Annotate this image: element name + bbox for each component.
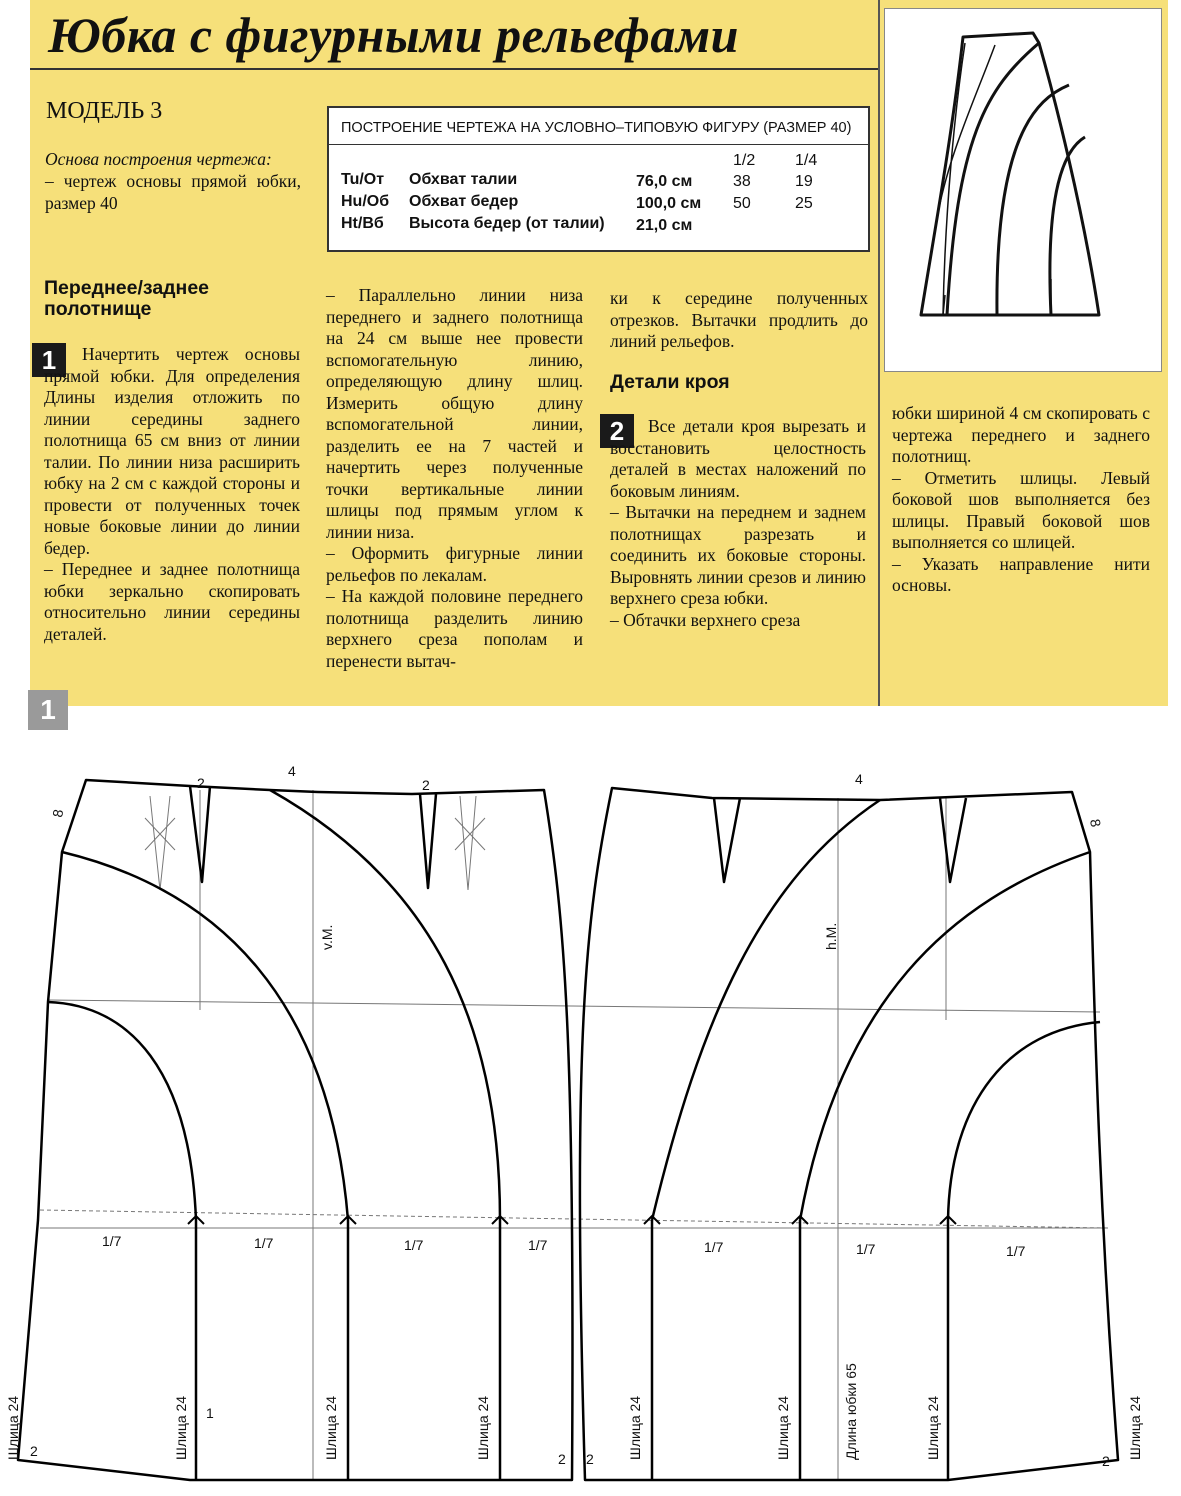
table-caption: ПОСТРОЕНИЕ ЧЕРТЕЖА НА УСЛОВНО–ТИПОВУЮ ФИГУРУ (РАЗМЕР 40) [341, 120, 852, 136]
column-rule [878, 0, 880, 706]
seventh-label: 1/7 [704, 1239, 724, 1255]
pattern-drawing [0, 740, 1181, 1495]
slit-label: Шлица 24 [775, 1395, 791, 1460]
seventh-label: 1/7 [528, 1237, 548, 1253]
marker-label: 1 [206, 1405, 214, 1421]
hem-extension-label: 2 [30, 1443, 38, 1459]
hem-extension-label: 2 [1102, 1453, 1110, 1469]
skirt-length-label: Длина юбки 65 [843, 1363, 859, 1460]
table-row-code: Ht/Вб [341, 215, 384, 232]
figure-number-badge: 1 [28, 690, 68, 730]
page-title: Юбка с фигурными рельефами [48, 7, 739, 63]
basis-block [45, 148, 301, 214]
seventh-label: 1/7 [254, 1235, 274, 1251]
hem-extension-label: 2 [586, 1451, 594, 1467]
table-row-code: Hu/Об [341, 193, 390, 210]
section2-heading: Детали кроя [610, 371, 730, 393]
slit-label: Шлица 24 [475, 1395, 491, 1460]
table-header-quarter: 1/4 [795, 152, 818, 169]
seventh-label: 1/7 [856, 1241, 876, 1257]
basis-label: Основа построения чертежа: [45, 149, 272, 169]
table-row-value: 100,0 см [636, 195, 702, 212]
back-middle-label: h.M. [823, 922, 839, 950]
section2-column4: юбки шириной 4 см скопировать с чертежа переднего и заднего полотнищ. – Отметить шлицы. Левый боковой шов выполняется без шлицы. Правый боковой шов выполняется со шлицей. – Указать направление нити основы. [892, 403, 1150, 595]
seventh-label: 1/7 [1006, 1243, 1026, 1259]
hem-extension-label: 2 [558, 1451, 566, 1467]
title-rule [30, 68, 880, 70]
seventh-label: 1/7 [102, 1233, 122, 1249]
step1-badge: 1 [32, 343, 66, 377]
step2-badge: 2 [600, 414, 634, 448]
table-row-name: Обхват бедер [409, 193, 519, 210]
section1-column2: – Параллельно линии низа переднего и заднего полотнища на 24 см выше нее провести вспомогательную линию, определяющую длину шлиц. Измерить общую длину вспомогательной линии, разделить ее на 7 частей и начертить через полученные точки вертикальные линии шлицы под прямым углом к линии низа. – Оформить фигурные линии рельефов по лекалам. – На каждой половине переднего полотнища разделить линию верхнего среза пополам и перенести вытач- [326, 285, 583, 671]
measurement-table [327, 106, 870, 252]
facing-label: 4 [855, 771, 863, 787]
side-label: 8 [1087, 817, 1105, 829]
front-middle-label: v.M. [319, 924, 335, 950]
slit-label: Шлица 24 [173, 1395, 189, 1460]
side-label: 8 [49, 808, 67, 819]
table-row-quarter: 25 [795, 195, 813, 212]
pattern-drawing-svg [0, 740, 1181, 1490]
basis-text: – чертеж основы прямой юбки, размер 40 [45, 171, 301, 213]
skirt-sketch-svg [885, 9, 1161, 371]
table-header-half: 1/2 [733, 152, 756, 169]
section1-heading: Переднее/заднее полотнище [44, 277, 210, 320]
section2-column3: Все детали кроя вырезать и восстановить целостность деталей в местах наложений по боковым линиям. – Вытачки на переднем и заднем полотнищах разрезать и соединить их боковые стороны. Выровнять линии срезов и линию верхнего среза юбки. – Обтачки верхнего среза [610, 416, 866, 630]
table-row-name: Высота бедер (от талии) [409, 215, 605, 232]
table-row-value: 21,0 см [636, 217, 693, 234]
skirt-sketch [884, 8, 1162, 372]
table-row-half: 50 [733, 195, 751, 212]
slit-label: Шлица 24 [5, 1395, 21, 1460]
model-label: МОДЕЛЬ 3 [46, 98, 163, 124]
dart-width-label: 2 [422, 777, 430, 793]
slit-label: Шлица 24 [323, 1395, 339, 1460]
table-row-quarter: 19 [795, 173, 813, 190]
table-row-name: Обхват талии [409, 171, 518, 188]
seventh-label: 1/7 [404, 1237, 424, 1253]
facing-label: 4 [288, 763, 296, 779]
slit-label: Шлица 24 [1127, 1395, 1143, 1460]
slit-label: Шлица 24 [925, 1395, 941, 1460]
table-row-code: Tu/От [341, 171, 385, 188]
table-row-value: 76,0 см [636, 173, 693, 190]
section1-column3: ки к середине полученных отрезков. Вытачки продлить до линий рельефов. [610, 288, 868, 351]
dart-width-label: 2 [197, 775, 205, 791]
section1-column1: Начертить чертеж основы прямой юбки. Для определения Длины изделия отложить по линии середины заднего полотнища 65 см вниз от линии талии. По линии низа расширить юбку на 2 см с каждой стороны и провести от полученных точек новые боковые линии до линии бедер. – Переднее и заднее полотнища юбки зеркально скопировать относительно линии середины деталей. [44, 344, 300, 644]
table-row-half: 38 [733, 173, 751, 190]
table-caption-rule [329, 144, 868, 145]
slit-label: Шлица 24 [627, 1395, 643, 1460]
